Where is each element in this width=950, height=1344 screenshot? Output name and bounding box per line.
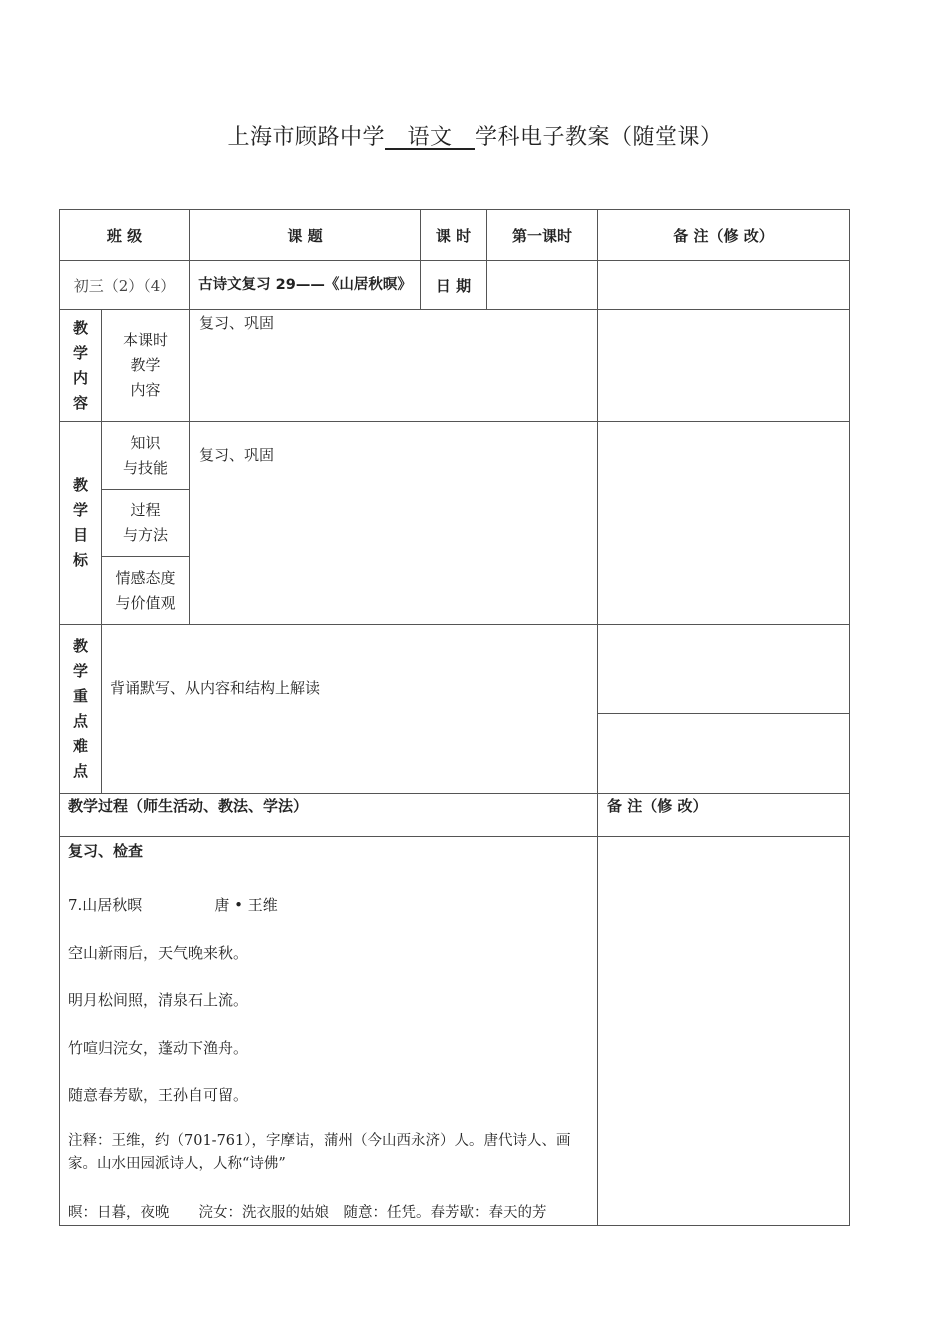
note-glossary: 暝：日暮，夜晚 浣女：洗衣服的姑娘 随意：任凭。春芳歇：春天的芳 [68, 1205, 547, 1221]
notes-label: 备 注（修 改） [673, 226, 774, 245]
date-value [487, 261, 597, 309]
page-title [0, 120, 950, 151]
goal-emotion-label: 情感态度 与价值观 [115, 568, 176, 612]
note-annotation: 注释：王维，约（701-761），字摩诘，蒲州（今山西永济）人。唐代诗人、画家。山水田园派诗人，人称“诗佛” [68, 1133, 571, 1172]
title-suffix: 学科电子教案（随堂课） [474, 125, 723, 150]
content-section-label: 教 学 内 容 [72, 318, 88, 412]
goals-section-label: 教 学 目 标 [72, 476, 88, 569]
goals-value: 复习、巩固 [199, 446, 275, 464]
poem-line: 空山新雨后，天气晚来秋。 [68, 944, 249, 962]
poem-title-row [68, 894, 588, 915]
title-subject: 语文 [407, 125, 453, 150]
goal-process-label: 过程 与方法 [122, 501, 168, 544]
poem-line: 竹喧归浣女，蓬动下渔舟。 [68, 1039, 249, 1057]
poem-author: 唐 • 王维 [214, 896, 278, 914]
key-section-label: 教 学 重 点 难 点 [72, 637, 88, 780]
key-value: 背诵默写、从内容和结构上解读 [110, 679, 321, 697]
content-value: 复习、巩固 [199, 314, 275, 332]
period-value: 第一课时 [511, 226, 572, 245]
class-label: 班 级 [106, 226, 143, 245]
lesson-heading: 复习、检查 [68, 842, 144, 860]
poem-line: 随意春芳歇，王孙自可留。 [68, 1086, 249, 1104]
goal-knowledge-label: 知识 与技能 [122, 433, 168, 477]
content-sub-label: 本课时 教学 内容 [122, 331, 168, 399]
poem-line: 明月松间照，清泉石上流。 [68, 991, 249, 1009]
process-label: 教学过程（师生活动、教法、学法） [68, 797, 309, 815]
poem-title: 7.山居秋暝 [68, 896, 143, 914]
class-value: 初三（2）（4） [73, 276, 176, 295]
period-label: 课 时 [435, 226, 472, 245]
process-notes-label: 备 注（修 改） [607, 797, 708, 815]
date-label: 日 期 [435, 276, 472, 295]
title-prefix: 上海市顾路中学 [227, 125, 385, 150]
topic-label: 课 题 [287, 226, 323, 245]
topic-value: 古诗文复习 29——《山居秋暝》 [198, 277, 412, 293]
